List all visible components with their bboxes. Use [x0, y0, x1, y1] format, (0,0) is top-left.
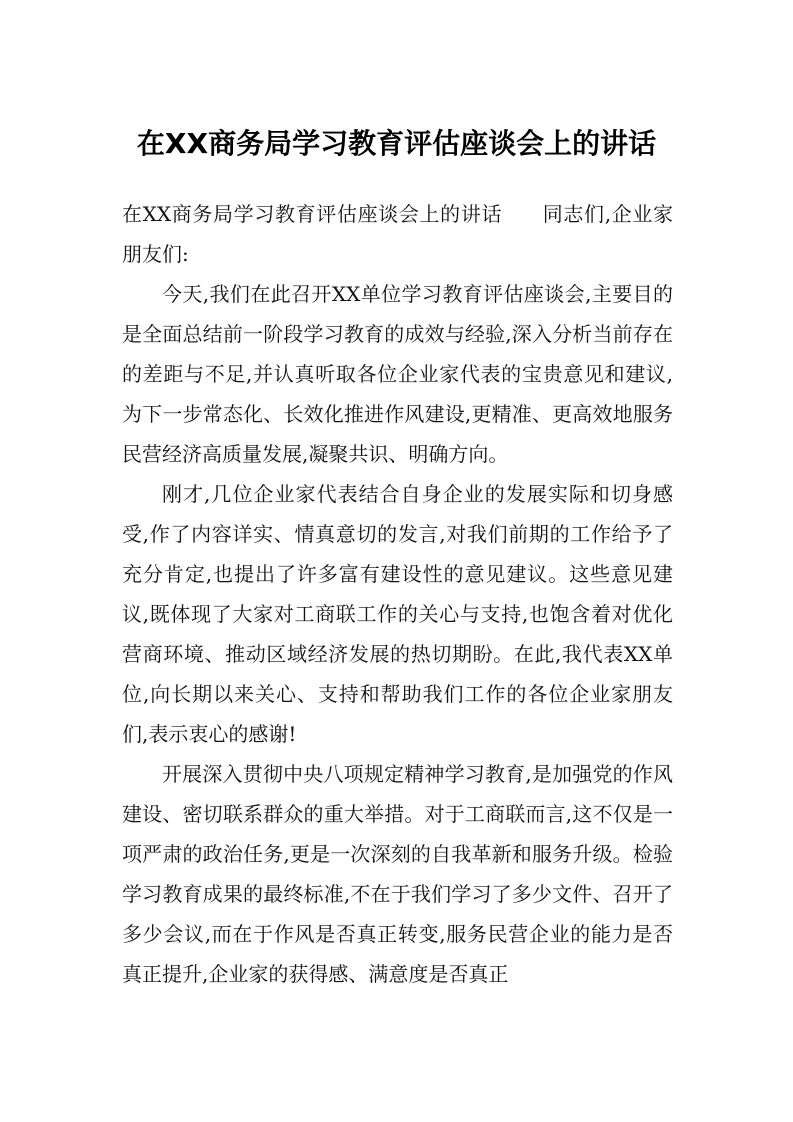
opening-heading: 在XX商务局学习教育评估座谈会上的讲话: [122, 202, 503, 226]
salutation: 同志们,企业家朋友们:: [122, 202, 673, 266]
body-paragraph: 今天,我们在此召开XX单位学习教育评估座谈会,主要目的是全面总结前一阶段学习教育的成效与经验,深入分析当前存在的差距与不足,并认真听取各位企业家代表的宝贵意见和建议,为下一步常态化、长效化推进作风建设,更精准、更高效地服务民营经济高质量发展,凝聚共识、明确方向。: [122, 282, 673, 466]
document-body: [122, 194, 673, 994]
opening-paragraph: [122, 194, 673, 274]
body-paragraph: 刚才,几位企业家代表结合自身企业的发展实际和切身感受,作了内容详实、情真意切的发言,对我们前期的工作给予了充分肯定,也提出了许多富有建设性的意见建议。这些意见建议,既体现了大家对工商联工作的关心与支持,也饱含着对优化营商环境、推动区域经济发展的热切期盼。在此,我代表XX单位,向长期以来关心、支持和帮助我们工作的各位企业家朋友们,表示衷心的感谢!: [122, 482, 673, 746]
document-title: 在XX商务局学习教育评估座谈会上的讲话: [136, 127, 657, 160]
body-paragraph: 开展深入贯彻中央八项规定精神学习教育,是加强党的作风建设、密切联系群众的重大举措。对于工商联而言,这不仅是一项严肃的政治任务,更是一次深刻的自我革新和服务升级。检验学习教育成果的最终标准,不在于我们学习了多少文件、召开了多少会议,而在于作风是否真正转变,服务民营企业的能力是否真正提升,企业家的获得感、满意度是否真正: [122, 762, 673, 986]
